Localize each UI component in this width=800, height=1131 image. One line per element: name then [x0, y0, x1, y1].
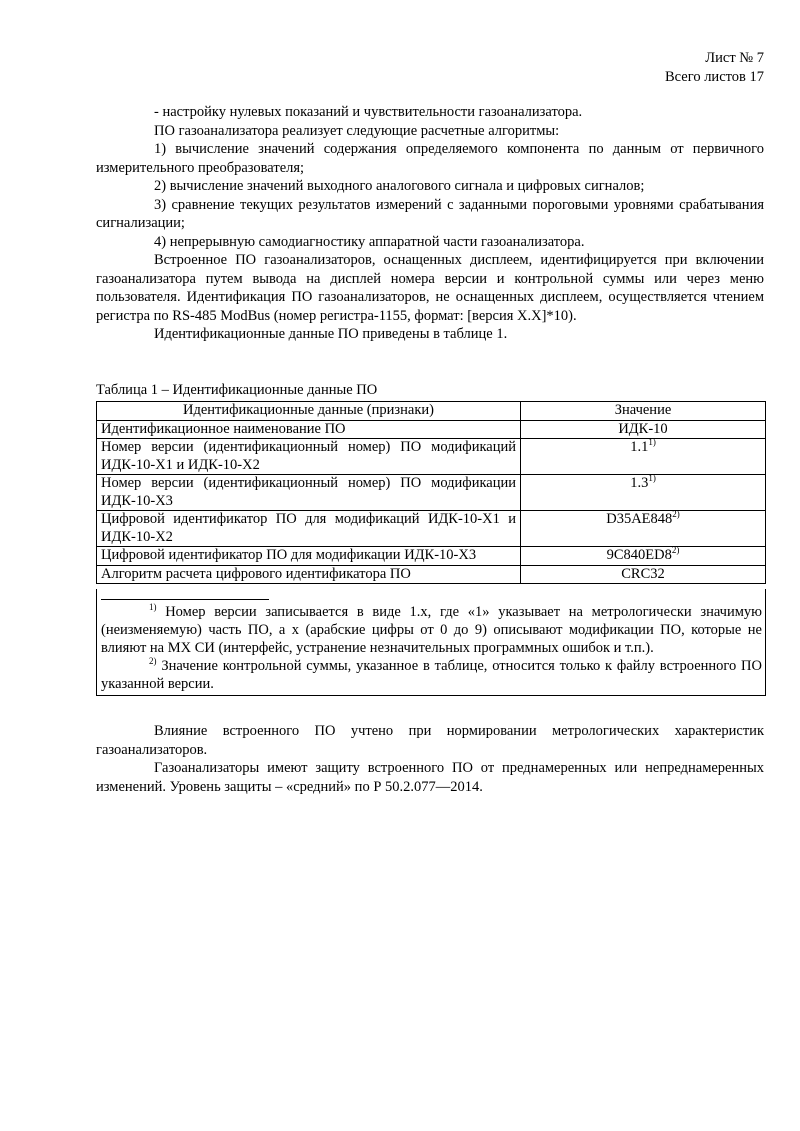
- footnote-mark: 2): [149, 656, 157, 667]
- table-row: [97, 420, 766, 439]
- table-row: [97, 565, 766, 584]
- table-header-row: [97, 402, 766, 421]
- footnote-1: [101, 603, 762, 657]
- sheet-total: Всего листов 17: [665, 68, 764, 85]
- list-item-4: 4) непрерывную самодиагностику аппаратной части газоанализатора.: [154, 233, 585, 250]
- table-cell-label: Идентификационное наименование ПО: [97, 420, 521, 439]
- paragraph-protection: Газоанализаторы имеют защиту встроенного ПО от преднамеренных или непреднамеренных изменений. Уровень защиты – «средний» по Р 50.2.077—2014.: [96, 760, 764, 795]
- table-row: [97, 439, 766, 475]
- table-cell-value: [521, 565, 766, 584]
- table-cell-label: Цифровой идентификатор ПО для модификаций ИДК-10-X1 и ИДК-10-X2: [97, 511, 521, 547]
- value-text: CRC32: [621, 565, 665, 582]
- footnote-mark: 1): [149, 602, 157, 613]
- value-text: D35AE848: [606, 511, 673, 527]
- identification-table: [96, 401, 766, 584]
- table-cell-label: Номер версии (идентификационный номер) ПО модификации ИДК-10-X3: [97, 475, 521, 511]
- table-caption: Таблица 1 – Идентификационные данные ПО: [96, 382, 378, 398]
- footnote-text: Номер версии записывается в виде 1.x, где «1» указывает на метрологически значимую (неизменяемую) часть ПО, а x (арабские цифры от 0 до 9) описывают модификации ПО, которые не влияют на МХ СИ (интерфейс, устранение незначительных программных ошибок и т.п.).: [101, 604, 762, 656]
- table-footnotes: [96, 589, 766, 696]
- table-cell-label: Номер версии (идентификационный номер) ПО модификаций ИДК-10-X1 и ИДК-10-X2: [97, 439, 521, 475]
- list-item-3: 3) сравнение текущих результатов измерений с заданными пороговыми уровнями срабатывания сигнализации;: [96, 196, 764, 231]
- table-row: [97, 511, 766, 547]
- paragraph-identification: Встроенное ПО газоанализаторов, оснащенных дисплеем, идентифицируется при включении газоанализатора путем вывода на дисплей номера версии и контрольной суммы или через меню пользователя. Идентификация ПО газоанализаторов, не оснащенных дисплеем, осуществляется чтением регистра по RS-485 ModBus (номер регистра-1155, формат: [версия X.X]*10).: [96, 252, 764, 324]
- footnote-2: [101, 657, 762, 693]
- value-text: ИДК-10: [618, 420, 668, 437]
- value-text: 1.3: [630, 475, 649, 491]
- table-cell-value: [521, 547, 766, 566]
- sheet-header: [665, 49, 764, 86]
- table-row: [97, 475, 766, 511]
- paragraph-influence: Влияние встроенного ПО учтено при нормировании метрологических характеристик газоанализаторов.: [96, 723, 764, 758]
- table-row: [97, 547, 766, 566]
- footnote-mark: 1): [648, 437, 656, 448]
- footnote-mark: 2): [672, 509, 680, 520]
- footnote-separator: [101, 589, 269, 600]
- paragraph-setup: - настройку нулевых показаний и чувствительности газоанализатора.: [154, 104, 583, 120]
- value-text: 9C840ED8: [606, 547, 672, 563]
- closing-text: [96, 722, 764, 796]
- table-cell-label: Цифровой идентификатор ПО для модификации ИДК-10-X3: [97, 547, 521, 566]
- footnote-mark: 1): [648, 473, 656, 484]
- table-cell-value: [521, 475, 766, 511]
- table-cell-value: [521, 511, 766, 547]
- value-text: 1.1: [630, 439, 649, 455]
- table-header-cell: Идентификационные данные (признаки): [97, 402, 521, 421]
- table-cell-value: [521, 439, 766, 475]
- footnote-text: Значение контрольной суммы, указанное в таблице, относится только к файлу встроенного ПО указанной версии.: [101, 658, 762, 692]
- table-cell-label: Алгоритм расчета цифрового идентификатора ПО: [97, 565, 521, 584]
- body-text: [96, 103, 764, 344]
- sheet-number: Лист № 7: [705, 50, 764, 66]
- footnote-mark: 2): [671, 545, 680, 556]
- paragraph-table-ref: Идентификационные данные ПО приведены в таблице 1.: [154, 326, 508, 342]
- list-item-1: 1) вычисление значений содержания определяемого компонента по данным от первичного измерительного преобразователя;: [96, 141, 764, 176]
- paragraph-algorithms-intro: ПО газоанализатора реализует следующие расчетные алгоритмы:: [154, 122, 560, 139]
- list-item-2: 2) вычисление значений выходного аналогового сигнала и цифровых сигналов;: [154, 178, 645, 194]
- table-header-cell: Значение: [521, 402, 766, 421]
- table-cell-value: [521, 420, 766, 439]
